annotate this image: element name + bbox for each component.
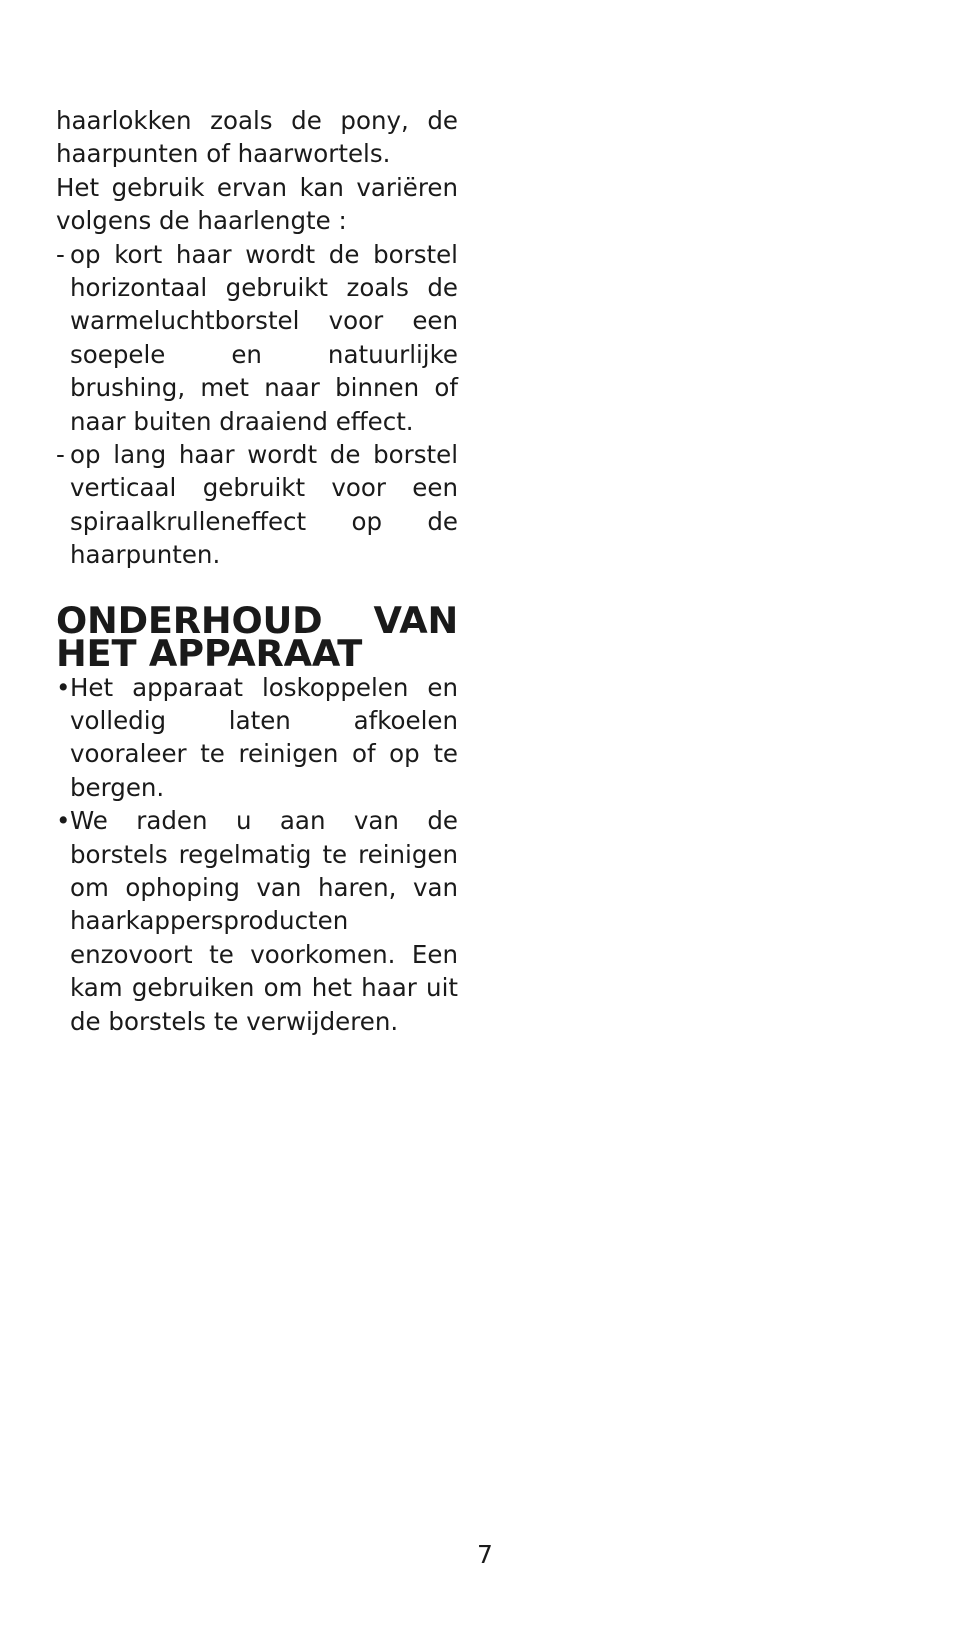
- page-number: 7: [477, 1540, 493, 1569]
- intro-paragraph-2: Het gebruik ervan kan variëren volgens de haarlengte :: [56, 172, 458, 236]
- list-item-text: Het apparaat loskoppelen en volledig laten afkoelen vooraleer te reinigen of op te bergen.: [70, 672, 458, 802]
- list-item-text: op lang haar wordt de borstel verticaal gebruikt voor een spiraalkrulleneffect op de haarpunten.: [70, 440, 458, 570]
- list-item: [56, 671, 458, 805]
- list-item-text: We raden u aan van de borstels regelmatig te reinigen om ophoping van haren, van haarkappersproducten enzovoort te voorkomen. Een kam gebruiken om het haar uit de borstels te verwijderen.: [70, 806, 458, 1036]
- bullet-marker: •: [56, 806, 71, 836]
- usage-list: [56, 238, 458, 572]
- list-item-text: op kort haar wordt de borstel horizontaal gebruikt zoals de warmeluchtborstel voor een soepele en natuurlijke brushing, met naar binnen of naar buiten draaiend effect.: [70, 239, 458, 436]
- list-item: [56, 804, 458, 1038]
- section-heading: ONDERHOUD VAN HET APPARAAT: [56, 598, 458, 676]
- intro-paragraph-1: haarlokken zoals de pony, de haarpunten of haarwortels.: [56, 106, 458, 169]
- maintenance-list: [56, 671, 458, 1038]
- list-item: [56, 238, 458, 438]
- dash-marker: -: [56, 239, 65, 269]
- text-column: [56, 104, 458, 1038]
- list-item: [56, 438, 458, 572]
- bullet-marker: •: [56, 672, 71, 702]
- dash-marker: -: [56, 440, 65, 470]
